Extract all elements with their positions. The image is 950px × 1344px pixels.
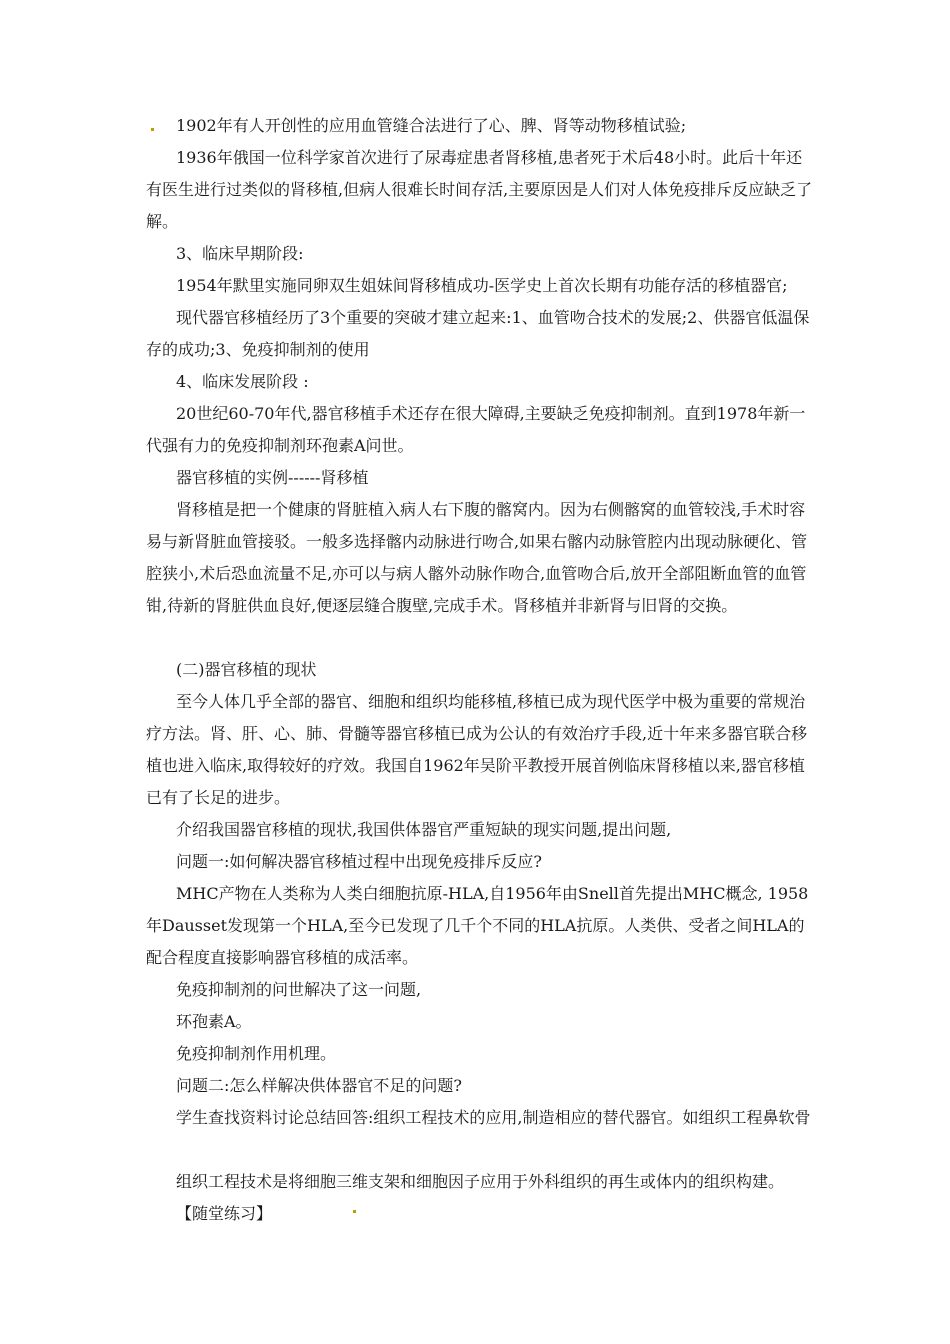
paragraph-student-answer: 学生查找资料讨论总结回答:组织工程技术的应用,制造相应的替代器官。如组织工程鼻软骨 bbox=[176, 1108, 811, 1127]
heading-current-status: (二)器官移植的现状 bbox=[176, 660, 317, 679]
paragraph-introduce-shortage: 介绍我国器官移植的现状,我国供体器官严重短缺的现实问题,提出问题, bbox=[176, 820, 672, 839]
heading-kidney-example: 器官移植的实例------肾移植 bbox=[176, 468, 369, 487]
heading-clinical-early: 3、临床早期阶段: bbox=[176, 244, 304, 263]
paragraph-mechanism: 免疫抑制剂作用机理。 bbox=[176, 1044, 337, 1063]
paragraph-three-breakthroughs: 现代器官移植经历了3个重要的突破才建立起来:1、血管吻合技术的发展;2、供器官低温保存的成功;3、免疫抑制剂的使用 bbox=[146, 308, 810, 359]
paragraph-1936-kidney: 1936年俄国一位科学家首次进行了尿毒症患者肾移植,患者死于术后48小时。此后十年还有医生进行过类似的肾移植,但病人很难长时间存活,主要原因是人们对人体免疫排斥反应缺乏了解。 bbox=[146, 148, 813, 231]
paragraph-current-status: 至今人体几乎全部的器官、细胞和组织均能移植,移植已成为现代医学中极为重要的常规治疗方法。肾、肝、心、肺、骨髓等器官移植已成为公认的有效治疗手段,近十年来多器官联合移植也进入临床,取得较好的疗效。我国自1962年吴阶平教授开展首例临床肾移植以来,器官移植已有了长足的进步。 bbox=[146, 692, 808, 807]
heading-clinical-development: 4、临床发展阶段 : bbox=[176, 372, 309, 391]
paragraph-cyclosporin: 环孢素A。 bbox=[176, 1012, 252, 1031]
paragraph-kidney-procedure: 肾移植是把一个健康的肾脏植入病人右下腹的髂窝内。因为右侧髂窝的血管较浅,手术时容易与新肾脏血管接驳。一般多选择髂内动脉进行吻合,如果右髂内动脉管腔内出现动脉硬化、管腔狭小,术后恐血流量不足,亦可以与病人髂外动脉作吻合,血管吻合后,放开全部阻断血管的血管钳,待新的肾脏供血良好,便逐层缝合腹壁,完成手术。肾移植并非新肾与旧肾的交换。 bbox=[146, 500, 808, 615]
question-two: 问题二:怎么样解决供体器官不足的问题? bbox=[176, 1076, 462, 1095]
stray-mark-bottom bbox=[353, 1210, 356, 1213]
paragraph-1902-history: 1902年有人开创性的应用血管缝合法进行了心、脾、肾等动物移植试验; bbox=[176, 116, 687, 135]
heading-practice: 【随堂练习】 bbox=[176, 1204, 273, 1223]
paragraph-mhc-hla: MHC产物在人类称为人类白细胞抗原-HLA,自1956年由Snell首先提出MHC概念, 1958年Dausset发现第一个HLA,至今已发现了几千个不同的HLA抗原。人类供、受者之间HLA的配合程度直接影响器官移植的成活率。 bbox=[146, 884, 809, 967]
paragraph-1960s-obstacles: 20世纪60-70年代,器官移植手术还存在很大障碍,主要缺乏免疫抑制剂。直到1978年新一代强有力的免疫抑制剂环孢素A问世。 bbox=[146, 404, 806, 455]
paragraph-immunosuppressant-solved: 免疫抑制剂的问世解决了这一问题, bbox=[176, 980, 422, 999]
paragraph-tissue-engineering: 组织工程技术是将细胞三维支架和细胞因子应用于外科组织的再生或体内的组织构建。 bbox=[176, 1172, 785, 1191]
question-one: 问题一:如何解决器官移植过程中出现免疫排斥反应? bbox=[176, 852, 542, 871]
paragraph-1954-murray: 1954年默里实施同卵双生姐妹间肾移植成功-医学史上首次长期有功能存活的移植器官; bbox=[176, 276, 788, 295]
